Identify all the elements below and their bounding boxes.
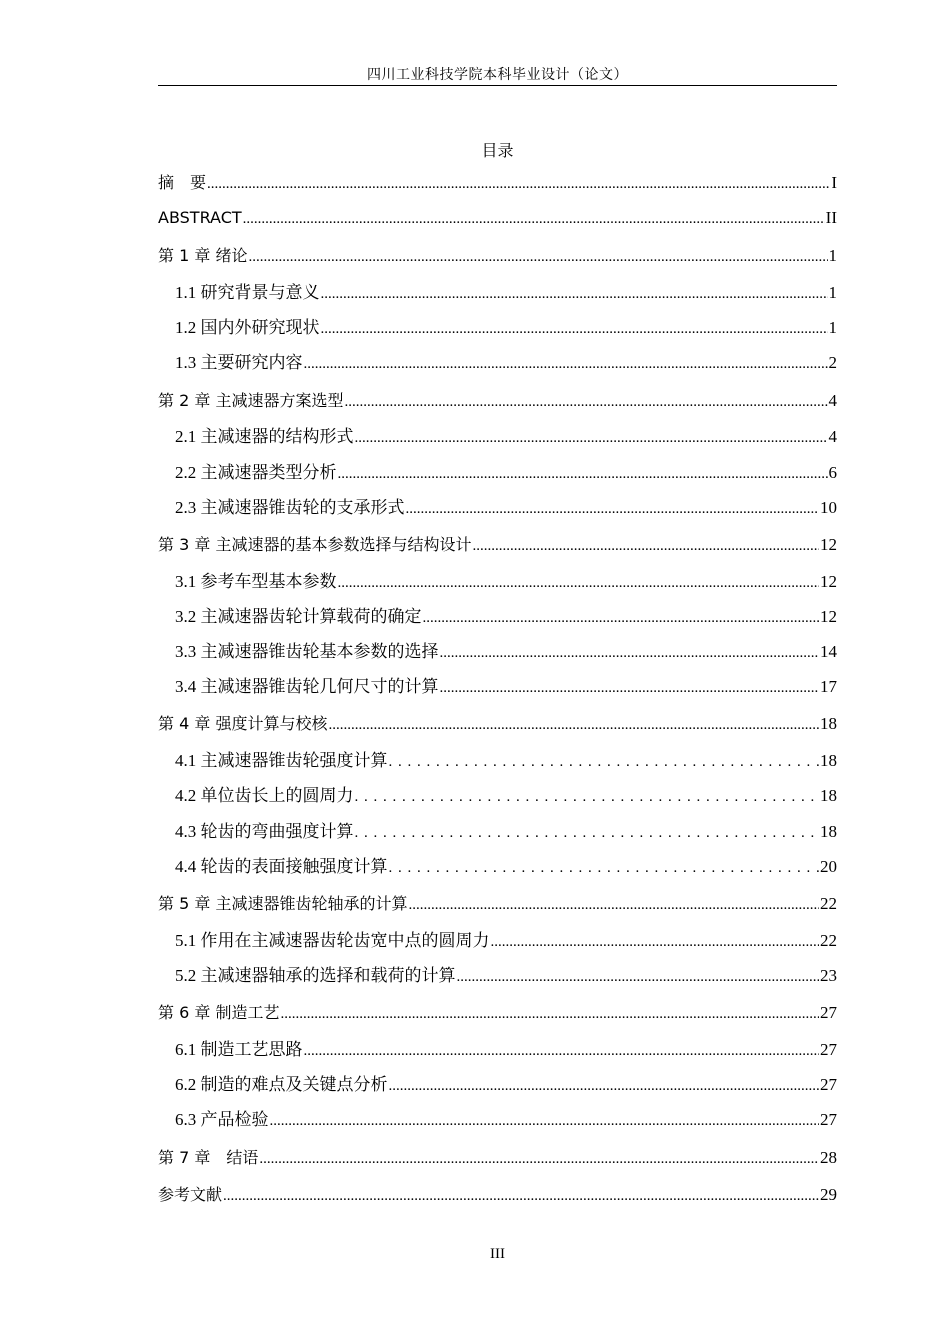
toc-entry[interactable]	[158, 533, 837, 557]
toc-leader-dots	[389, 749, 820, 774]
toc-entry-page: 12	[820, 535, 837, 554]
toc-entry-page: 27	[820, 1040, 837, 1059]
toc-leader-dots	[248, 244, 827, 269]
toc-entry[interactable]	[158, 605, 837, 629]
toc-entry-page: 27	[820, 1003, 837, 1022]
toc-leader-dots	[355, 784, 820, 809]
toc-entry-page: 28	[820, 1148, 837, 1167]
toc-leader-dots	[223, 1183, 819, 1208]
toc-entry[interactable]	[158, 1038, 837, 1062]
toc-entry-page: 18	[820, 714, 837, 733]
toc-entry-label: 6.3 产品检验	[175, 1110, 269, 1129]
toc-leader-dots	[259, 1146, 819, 1171]
toc-leader-dots	[440, 675, 820, 700]
toc-entry-page: 18	[820, 822, 837, 841]
toc-entry[interactable]	[158, 929, 837, 953]
toc-leader-dots	[491, 929, 820, 954]
toc-leader-dots	[270, 1108, 820, 1133]
toc-entry[interactable]	[158, 1108, 837, 1132]
toc-entry[interactable]	[158, 1146, 837, 1170]
toc-entry-label: 第 4 章 强度计算与校核	[158, 714, 328, 733]
toc-leader-dots	[389, 1073, 820, 1098]
toc-entry-page: 29	[820, 1185, 837, 1204]
toc-entry-label: 3.1 参考车型基本参数	[175, 572, 337, 591]
toc-entry-page: 22	[820, 894, 837, 913]
toc-entry[interactable]	[158, 171, 837, 195]
toc-entry[interactable]	[158, 316, 837, 340]
toc-leader-dots	[355, 820, 820, 845]
toc-entry[interactable]	[158, 712, 837, 736]
toc-leader-dots	[280, 1001, 819, 1026]
toc-entry-page: 18	[820, 751, 837, 770]
toc-entry-page: 4	[828, 391, 837, 410]
toc-leader-dots	[207, 171, 830, 196]
toc-entry-label: 1.2 国内外研究现状	[175, 318, 320, 337]
toc-leader-dots	[408, 892, 819, 917]
toc-entry-page: 18	[820, 786, 837, 805]
toc-entry-label: 4.2 单位齿长上的圆周力	[175, 786, 354, 805]
toc-entry[interactable]	[158, 389, 837, 413]
toc-entry[interactable]	[158, 206, 837, 230]
toc-entry[interactable]	[158, 855, 837, 879]
toc-entry-label: 5.1 作用在主减速器齿轮齿宽中点的圆周力	[175, 931, 490, 950]
toc-leader-dots	[389, 855, 820, 880]
toc-entry-label: 3.2 主减速器齿轮计算载荷的确定	[175, 607, 422, 626]
toc-entry-page: I	[831, 173, 837, 192]
toc-leader-dots	[472, 533, 819, 558]
toc-entry-label: 2.1 主减速器的结构形式	[175, 427, 354, 446]
toc-entry-label: 第 1 章 绪论	[158, 246, 248, 265]
toc-leader-dots	[406, 496, 820, 521]
toc-entry-label: 3.3 主减速器锥齿轮基本参数的选择	[175, 642, 439, 661]
toc-entry[interactable]	[158, 892, 837, 916]
toc-entry[interactable]	[158, 1073, 837, 1097]
toc-entry-label: 第 3 章 主减速器的基本参数选择与结构设计	[158, 535, 472, 554]
toc-entry-label: ABSTRACT	[158, 208, 242, 227]
toc-leader-dots	[457, 964, 820, 989]
toc-entry-page: 14	[820, 642, 837, 661]
toc-entry-label: 4.1 主减速器锥齿轮强度计算	[175, 751, 388, 770]
toc-entry[interactable]	[158, 496, 837, 520]
toc-leader-dots	[338, 461, 828, 486]
page-header-title: 四川工业科技学院本科毕业设计（论文）	[367, 68, 628, 83]
toc-entry-label: 4.4 轮齿的表面接触强度计算	[175, 857, 388, 876]
toc-entry-page: II	[825, 208, 837, 227]
toc-entry[interactable]	[158, 461, 837, 485]
toc-entry[interactable]	[158, 1183, 837, 1207]
toc-entry-page: 12	[820, 607, 837, 626]
toc-entry-label: 3.4 主减速器锥齿轮几何尺寸的计算	[175, 677, 439, 696]
toc-entry-label: 6.1 制造工艺思路	[175, 1040, 303, 1059]
toc-entry[interactable]	[158, 570, 837, 594]
toc-entry-label: 4.3 轮齿的弯曲强度计算	[175, 822, 354, 841]
toc-leader-dots	[304, 1038, 820, 1063]
toc-leader-dots	[440, 640, 820, 665]
toc-entry-label: 第 2 章 主减速器方案选型	[158, 391, 344, 410]
toc-entry-label: 5.2 主减速器轴承的选择和载荷的计算	[175, 966, 456, 985]
toc-entry-label: 2.2 主减速器类型分析	[175, 463, 337, 482]
toc-entry[interactable]	[158, 640, 837, 664]
toc-entry[interactable]	[158, 425, 837, 449]
toc-leader-dots	[304, 351, 828, 376]
toc-entry[interactable]	[158, 964, 837, 988]
toc-entry-label: 1.1 研究背景与意义	[175, 283, 320, 302]
toc-entry-page: 17	[820, 677, 837, 696]
toc-entry-label: 第 6 章 制造工艺	[158, 1003, 280, 1022]
toc-leader-dots	[423, 605, 820, 630]
toc-entry-page: 12	[820, 572, 837, 591]
toc-entry[interactable]	[158, 351, 837, 375]
toc-entry[interactable]	[158, 820, 837, 844]
toc-entry-page: 27	[820, 1110, 837, 1129]
toc-entry-page: 6	[828, 463, 837, 482]
toc-leader-dots	[321, 316, 828, 341]
toc-entry[interactable]	[158, 749, 837, 773]
header-rule	[158, 85, 837, 86]
toc-leader-dots	[328, 712, 819, 737]
toc-leader-dots	[355, 425, 828, 450]
toc-title: 目录	[481, 143, 514, 160]
toc-entry[interactable]	[158, 784, 837, 808]
toc-entry-page: 23	[820, 966, 837, 985]
toc-entry-page: 1	[828, 318, 837, 337]
toc-entry-page: 1	[828, 246, 837, 265]
toc-entry-page: 22	[820, 931, 837, 950]
toc-entry-page: 27	[820, 1075, 837, 1094]
toc-entry-page: 20	[820, 857, 837, 876]
page-number: III	[490, 1246, 505, 1262]
toc-entry-label: 第 7 章 结语	[158, 1148, 259, 1167]
toc-entry-page: 2	[828, 353, 837, 372]
toc-leader-dots	[338, 570, 820, 595]
toc-entry-label: 参考文献	[158, 1185, 223, 1204]
toc-leader-dots	[243, 206, 825, 231]
toc-entry[interactable]	[158, 244, 837, 268]
toc-entry[interactable]	[158, 281, 837, 305]
toc-leader-dots	[321, 281, 828, 306]
toc-entry-page: 4	[828, 427, 837, 446]
toc-entry-label: 第 5 章 主减速器锥齿轮轴承的计算	[158, 894, 408, 913]
toc-entry-label: 2.3 主减速器锥齿轮的支承形式	[175, 498, 405, 517]
toc-entry-label: 1.3 主要研究内容	[175, 353, 303, 372]
toc-entry-page: 1	[828, 283, 837, 302]
toc-entry[interactable]	[158, 1001, 837, 1025]
toc-leader-dots	[344, 389, 827, 414]
toc-entry-label: 6.2 制造的难点及关键点分析	[175, 1075, 388, 1094]
toc-entry-page: 10	[820, 498, 837, 517]
toc-entry-label: 摘 要	[158, 173, 207, 192]
toc-entry[interactable]	[158, 675, 837, 699]
